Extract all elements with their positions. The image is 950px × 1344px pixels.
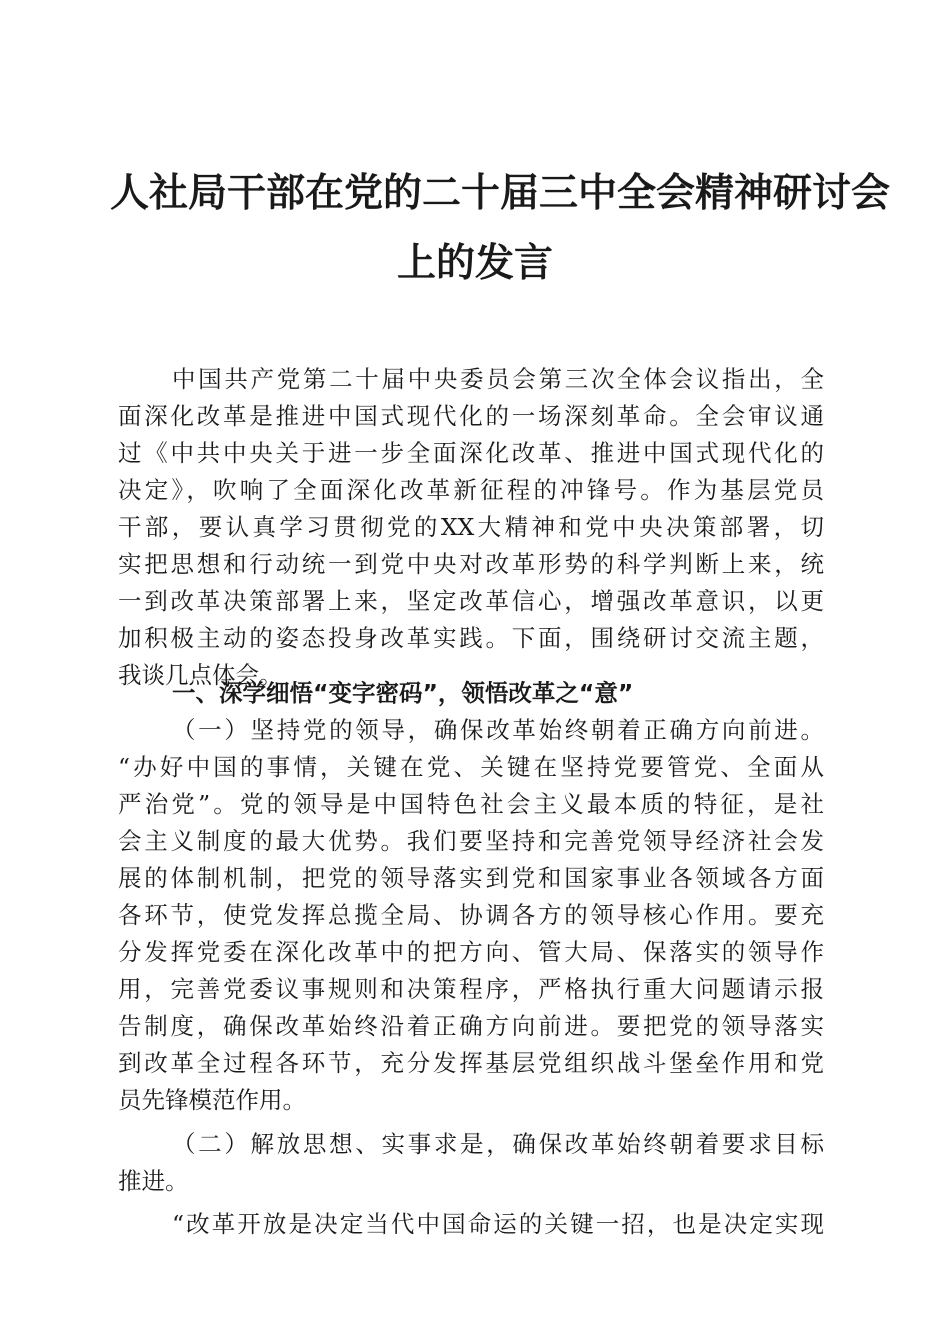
text-line: 会主义制度的最大优势。我们要坚持和完善党领导经济社会发 (118, 827, 824, 855)
text-line: 到改革全过程各环节，充分发挥基层党组织战斗堡垒作用和党 (118, 1049, 824, 1077)
text-line: “改革开放是决定当代中国命运的关键一招，也是决定实现 (172, 1210, 824, 1238)
subsection-heading: （一）坚持党的领导，确保改革始终朝着正确方向前进。 (172, 716, 824, 744)
text-line: 实把思想和行动统一到党中央对改革形势的科学判断上来，统 (118, 550, 824, 578)
text-line: 中国共产党第二十届中央委员会第三次全体会议指出，全 (172, 365, 824, 393)
text-line: 分发挥党委在深化改革中的把方向、管大局、保落实的领导作 (118, 938, 824, 966)
text-line: 各环节，使党发挥总揽全局、协调各方的领导核心作用。要充 (118, 901, 824, 929)
text-line: 面深化改革是推进中国式现代化的一场深刻革命。全会审议通 (118, 402, 824, 430)
text-line: 员先锋模范作用。 (118, 1086, 306, 1114)
text-line: 严治党”。党的领导是中国特色社会主义最本质的特征，是社 (118, 790, 824, 818)
text-line: 我谈几点体会。 (118, 661, 283, 689)
text-line: “办好中国的事情，关键在党、关键在坚持党要管党、全面从 (118, 753, 824, 781)
text-line: 推进。 (118, 1167, 189, 1195)
document-title-line-2: 上的发言 (396, 240, 553, 286)
text-line: 一到改革决策部署上来，坚定改革信心，增强改革意识，以更 (118, 587, 824, 615)
text-line: 干部，要认真学习贯彻党的XX大精神和党中央决策部署，切 (118, 513, 824, 541)
text-line: 加积极主动的姿态投身改革实践。下面，围绕研讨交流主题， (118, 624, 824, 652)
subsection-heading: （二）解放思想、实事求是，确保改革始终朝着要求目标 (172, 1130, 824, 1158)
text-line: 展的体制机制，把党的领导落实到党和国家事业各领域各方面 (118, 864, 824, 892)
document-title-line-1: 人社局干部在党的二十届三中全会精神研讨会 (110, 170, 891, 216)
text-line: 用，完善党委议事规则和决策程序，严格执行重大问题请示报 (118, 975, 824, 1003)
text-line: 告制度，确保改革始终沿着正确方向前进。要把党的领导落实 (118, 1012, 824, 1040)
text-line: 过《中共中央关于进一步全面深化改革、推进中国式现代化的 (118, 439, 824, 467)
section-heading: 一、深学细悟“变字密码”，领悟改革之“意” (172, 679, 634, 707)
text-line: 决定》，吹响了全面深化改革新征程的冲锋号。作为基层党员 (118, 476, 824, 504)
